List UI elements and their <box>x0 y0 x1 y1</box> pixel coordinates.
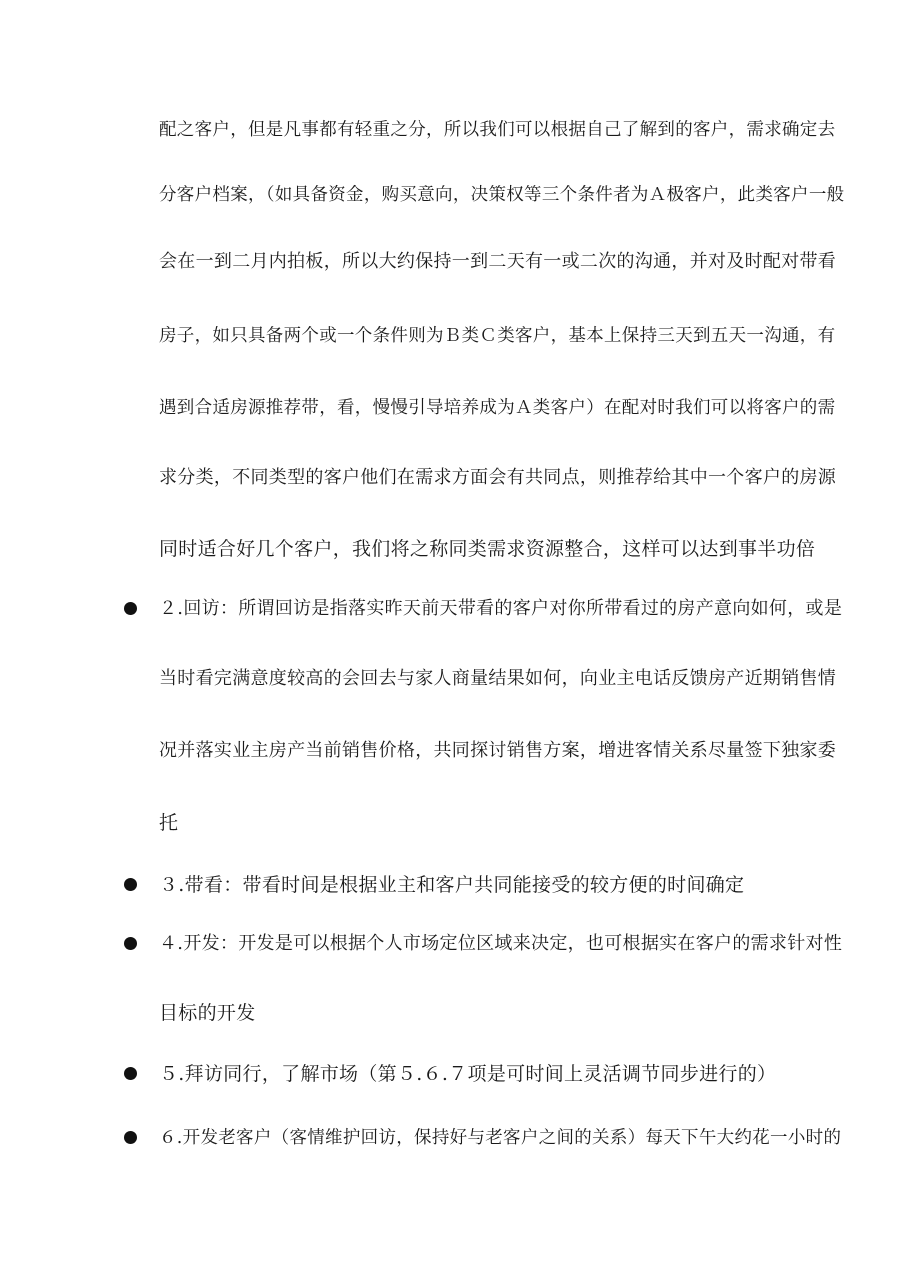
list-item-line: 况并落实业主房产当前销售价格，共同探讨销售方案，增进客情关系尽量签下独家委 <box>159 740 837 761</box>
list-item-line: 当时看完满意度较高的会回去与家人商量结果如何，向业主电话反馈房产近期销售情 <box>159 668 837 689</box>
list-item-line: ５.拜访同行，了解市场（第５.６.７项是可时间上灵活调节同步进行的） <box>159 1063 777 1085</box>
text-line: 分客户档案，（如具备资金，购买意向，决策权等三个条件者为Ａ极客户，此类客户一般 <box>159 185 845 205</box>
text-line: 遇到合适房源推荐带，看，慢慢引导培养成为Ａ类客户）在配对时我们可以将客户的需 <box>159 398 836 418</box>
text-line: 求分类，不同类型的客户他们在需求方面会有共同点，则推荐给其中一个客户的房源 <box>159 467 837 488</box>
list-item-line: 托 <box>159 812 179 834</box>
bullet-icon <box>124 1131 137 1144</box>
list-item-line: ４.开发：开发是可以根据个人市场定位区域来决定，也可根据实在客户的需求针对性 <box>159 933 843 954</box>
text-line: 会在一到二月内拍板，所以大约保持一到二天有一或二次的沟通，并对及时配对带看 <box>159 251 837 272</box>
list-item-line: ２.回访：所谓回访是指落实昨天前天带看的客户对你所带看过的房产意向如何，或是 <box>159 598 843 619</box>
text-line: 同时适合好几个客户，我们将之称同类需求资源整合，这样可以达到事半功倍 <box>159 538 816 560</box>
list-item-line: ３.带看：带看时间是根据业主和客户共同能接受的较方便的时间确定 <box>159 874 745 896</box>
text-line: 配之客户，但是凡事都有轻重之分，所以我们可以根据自己了解到的客户，需求确定去 <box>159 120 836 140</box>
bullet-icon <box>124 937 137 950</box>
text-line: 房子，如只具备两个或一个条件则为Ｂ类Ｃ类客户，基本上保持三天到五天一沟通，有 <box>159 326 836 346</box>
bullet-icon <box>124 878 137 891</box>
list-item-line: ６.开发老客户（客情维护回访，保持好与老客户之间的关系）每天下午大约花一小时的 <box>159 1128 842 1148</box>
list-item-line: 目标的开发 <box>159 1002 256 1024</box>
bullet-icon <box>124 602 137 615</box>
bullet-icon <box>124 1067 137 1080</box>
